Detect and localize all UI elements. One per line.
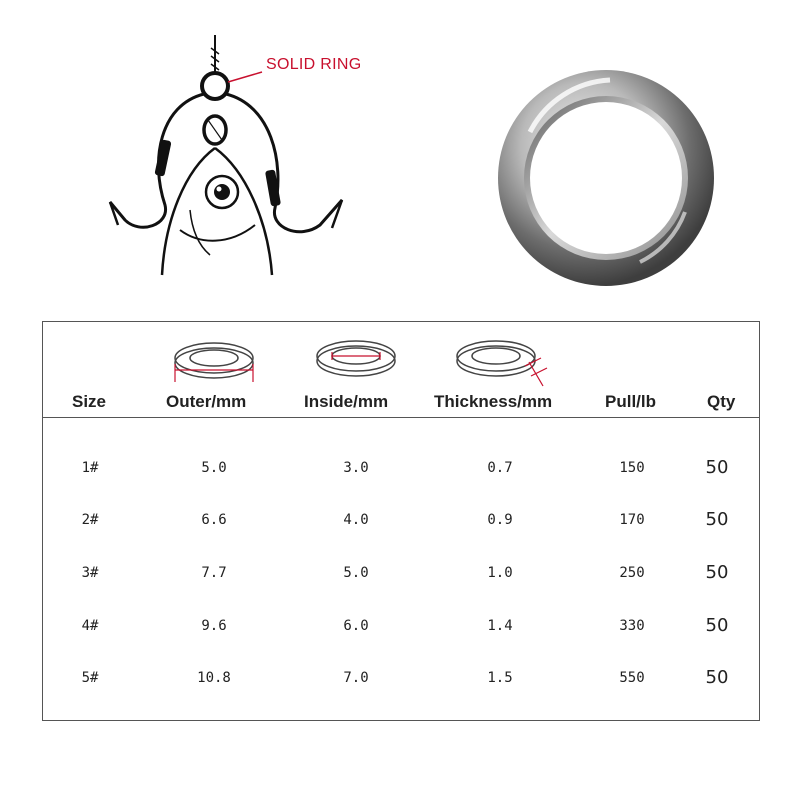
cell-size: 5# xyxy=(81,670,99,686)
header-outer: Outer/mm xyxy=(166,392,247,411)
cell-qty: 50 xyxy=(705,509,729,530)
cell-size: 4# xyxy=(81,618,99,634)
header-qty: Qty xyxy=(707,392,736,411)
cell-thickness: 1.4 xyxy=(487,618,513,634)
cell-inside: 5.0 xyxy=(343,565,369,581)
cell-inside: 3.0 xyxy=(343,460,369,476)
cell-inside: 7.0 xyxy=(343,670,369,686)
cell-outer: 10.8 xyxy=(197,670,231,686)
cell-qty: 50 xyxy=(705,667,729,688)
cell-thickness: 1.0 xyxy=(487,565,513,581)
cell-thickness: 0.7 xyxy=(487,460,513,476)
cell-pull: 170 xyxy=(619,512,645,528)
cell-pull: 330 xyxy=(619,618,645,634)
header-pull: Pull/lb xyxy=(605,392,656,411)
cell-thickness: 1.5 xyxy=(487,670,513,686)
header-thickness: Thickness/mm xyxy=(434,392,553,411)
cell-outer: 5.0 xyxy=(201,460,227,476)
header-size: Size xyxy=(72,392,107,411)
outer-diameter-diagram xyxy=(169,330,259,390)
cell-outer: 6.6 xyxy=(201,512,227,528)
spec-table xyxy=(42,321,760,721)
thickness-diagram xyxy=(451,330,551,390)
cell-outer: 7.7 xyxy=(201,565,227,581)
cell-size: 2# xyxy=(81,512,99,528)
header-inside: Inside/mm xyxy=(304,392,389,411)
cell-inside: 6.0 xyxy=(343,618,369,634)
cell-outer: 9.6 xyxy=(201,618,227,634)
cell-pull: 250 xyxy=(619,565,645,581)
cell-pull: 550 xyxy=(619,670,645,686)
cell-pull: 150 xyxy=(619,460,645,476)
cell-qty: 50 xyxy=(705,457,729,478)
cell-qty: 50 xyxy=(705,615,729,636)
cell-inside: 4.0 xyxy=(343,512,369,528)
cell-thickness: 0.9 xyxy=(487,512,513,528)
solid-ring-photo xyxy=(490,62,722,294)
cell-size: 1# xyxy=(81,460,99,476)
solid-ring-callout: SOLID RING xyxy=(266,56,362,73)
inside-diameter-diagram xyxy=(311,330,401,390)
cell-size: 3# xyxy=(81,565,99,581)
cell-qty: 50 xyxy=(705,562,729,583)
header-divider xyxy=(43,417,759,418)
